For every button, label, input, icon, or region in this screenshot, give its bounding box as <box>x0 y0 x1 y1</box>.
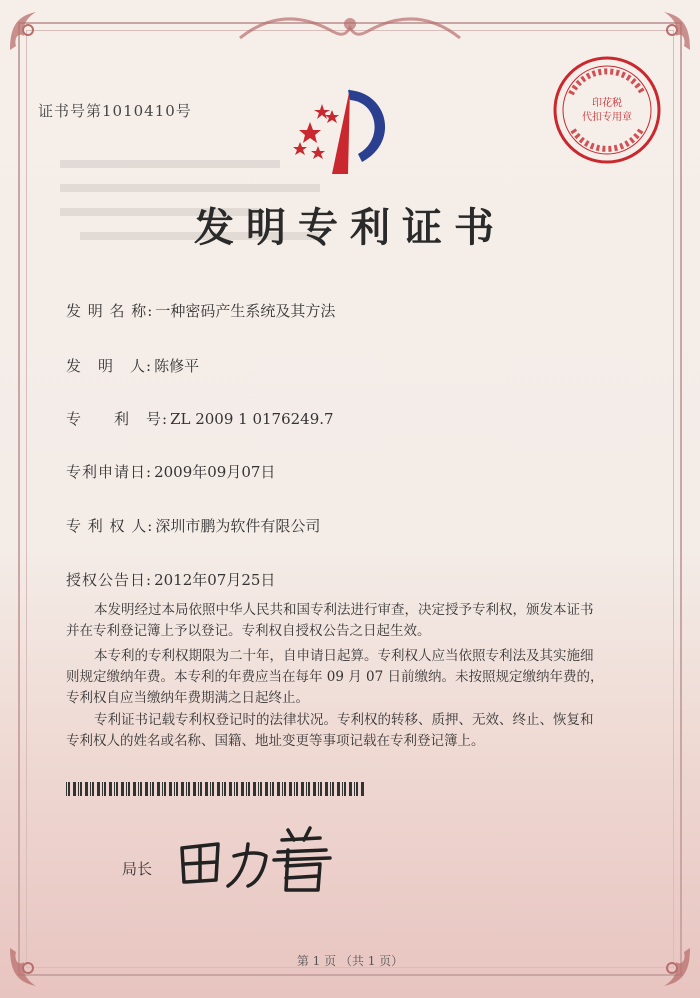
corner-ornament-top-right <box>648 8 694 54</box>
body-paragraph-1 <box>66 600 626 642</box>
barcode-bar <box>253 782 256 796</box>
field-value: 一种密码产生系统及其方法 <box>155 302 336 320</box>
barcode-bar <box>181 782 184 796</box>
barcode-bar <box>128 782 130 796</box>
barcode-bar <box>354 782 355 796</box>
barcode-bar <box>229 782 232 796</box>
barcode-bar <box>186 782 187 796</box>
director-label: 局长 <box>122 860 153 878</box>
barcode-bar <box>301 782 304 796</box>
barcode-bar <box>157 782 160 796</box>
barcode-bar <box>102 782 103 796</box>
barcode-bar <box>342 782 343 796</box>
field-patentee <box>66 515 320 536</box>
barcode <box>66 782 366 796</box>
svg-text:印花税: 印花税 <box>592 98 622 109</box>
field-label: 专 利 权 人: <box>66 517 154 535</box>
barcode-bar <box>265 782 268 796</box>
paragraph-line: 专利权人的姓名或名称、国籍、地址变更等事项记载在专利登记簿上。 <box>66 733 485 749</box>
barcode-bar <box>174 782 175 796</box>
field-label: 专利申请日: <box>66 463 153 481</box>
barcode-bar <box>308 782 310 796</box>
field-value: 深圳市鹏为软件有限公司 <box>155 517 321 535</box>
barcode-bar <box>248 782 250 796</box>
barcode-bar <box>246 782 247 796</box>
field-label: 发 明 人: <box>66 357 153 375</box>
top-ornament <box>230 10 470 46</box>
barcode-bar <box>361 782 364 796</box>
barcode-bar <box>337 782 340 796</box>
tax-stamp-seal <box>551 54 663 166</box>
barcode-bar <box>126 782 127 796</box>
field-application-date <box>66 461 275 482</box>
barcode-bar <box>306 782 307 796</box>
barcode-bar <box>85 782 88 796</box>
body-paragraph-3 <box>66 710 626 752</box>
barcode-bar <box>114 782 115 796</box>
barcode-bar <box>109 782 112 796</box>
barcode-bar <box>169 782 172 796</box>
barcode-bar <box>318 782 319 796</box>
barcode-bar <box>272 782 274 796</box>
paragraph-line: 专利权自应当缴纳年费期满之日起终止。 <box>66 690 309 706</box>
barcode-bar <box>284 782 286 796</box>
barcode-bar <box>193 782 196 796</box>
field-patent-number <box>66 408 334 429</box>
barcode-bar <box>277 782 280 796</box>
barcode-bar <box>164 782 166 796</box>
barcode-bar <box>294 782 295 796</box>
barcode-bar <box>234 782 235 796</box>
barcode-bar <box>200 782 202 796</box>
barcode-bar <box>258 782 259 796</box>
field-label: 专 利 号: <box>66 410 169 428</box>
field-value: 2012年07月25日 <box>154 571 276 589</box>
barcode-bar <box>325 782 328 796</box>
page-number: 第 1 页 （共 1 页） <box>296 954 404 968</box>
patent-office-logo-icon <box>288 82 408 182</box>
barcode-bar <box>140 782 142 796</box>
barcode-bar <box>176 782 178 796</box>
barcode-bar <box>150 782 151 796</box>
barcode-bar <box>66 782 67 796</box>
barcode-bar <box>344 782 346 796</box>
barcode-bar <box>188 782 190 796</box>
barcode-bar <box>90 782 91 796</box>
barcode-bar <box>212 782 214 796</box>
paragraph-line: 专利证书记载专利权登记时的法律状况。专利权的转移、质押、无效、终止、恢复和 <box>94 712 594 728</box>
barcode-bar <box>133 782 136 796</box>
barcode-bar <box>241 782 244 796</box>
barcode-bar <box>282 782 283 796</box>
barcode-bar <box>78 782 79 796</box>
barcode-bar <box>332 782 334 796</box>
barcode-bar <box>224 782 226 796</box>
barcode-bar <box>356 782 358 796</box>
barcode-bar <box>205 782 208 796</box>
barcode-bar <box>80 782 82 796</box>
barcode-bar <box>92 782 94 796</box>
barcode-bar <box>270 782 271 796</box>
barcode-bar <box>222 782 223 796</box>
field-grant-date <box>66 569 275 590</box>
field-inventor <box>66 355 199 376</box>
paragraph-line: 并在专利登记簿上予以登记。专利权自授权公告之日起生效。 <box>66 623 431 639</box>
barcode-bar <box>217 782 220 796</box>
barcode-bar <box>68 782 70 796</box>
corner-ornament-top-left <box>6 8 52 54</box>
barcode-bar <box>296 782 298 796</box>
barcode-bar <box>198 782 199 796</box>
barcode-bar <box>330 782 331 796</box>
barcode-bar <box>121 782 124 796</box>
field-invention-name <box>66 300 335 321</box>
paragraph-line: 本发明经过本局依照中华人民共和国专利法进行审查，决定授予专利权，颁发本证书 <box>94 602 594 618</box>
field-label: 授权公告日: <box>66 571 153 589</box>
paragraph-line: 则规定缴纳年费。本专利的年费应当在每年 09 月 07 日前缴纳。未按照规定缴纳年费的， <box>66 669 604 685</box>
svg-text:代扣专用章: 代扣专用章 <box>582 112 632 123</box>
field-label: 发 明 名 称: <box>66 302 154 320</box>
body-paragraph-2 <box>66 646 626 709</box>
field-value: 陈修平 <box>154 357 200 375</box>
barcode-bar <box>236 782 238 796</box>
barcode-bar <box>210 782 211 796</box>
field-value: 2009年09月07日 <box>154 463 276 481</box>
paragraph-line: 本专利的专利权期限为二十年，自申请日起算。专利权人应当依照专利法及其实施细 <box>94 648 594 664</box>
certificate-title: 发明专利证书 <box>194 204 506 251</box>
barcode-bar <box>313 782 316 796</box>
barcode-bar <box>162 782 163 796</box>
barcode-bar <box>97 782 100 796</box>
barcode-bar <box>152 782 154 796</box>
barcode-bar <box>104 782 106 796</box>
certificate-number: 证书号第1010410号 <box>38 102 192 120</box>
barcode-bar <box>145 782 148 796</box>
field-value: ZL 2009 1 0176249.7 <box>170 410 334 428</box>
director-signature <box>170 820 340 898</box>
barcode-bar <box>289 782 292 796</box>
barcode-bar <box>73 782 76 796</box>
barcode-bar <box>349 782 352 796</box>
barcode-bar <box>116 782 118 796</box>
barcode-bar <box>320 782 322 796</box>
barcode-bar <box>260 782 262 796</box>
barcode-bar <box>138 782 139 796</box>
